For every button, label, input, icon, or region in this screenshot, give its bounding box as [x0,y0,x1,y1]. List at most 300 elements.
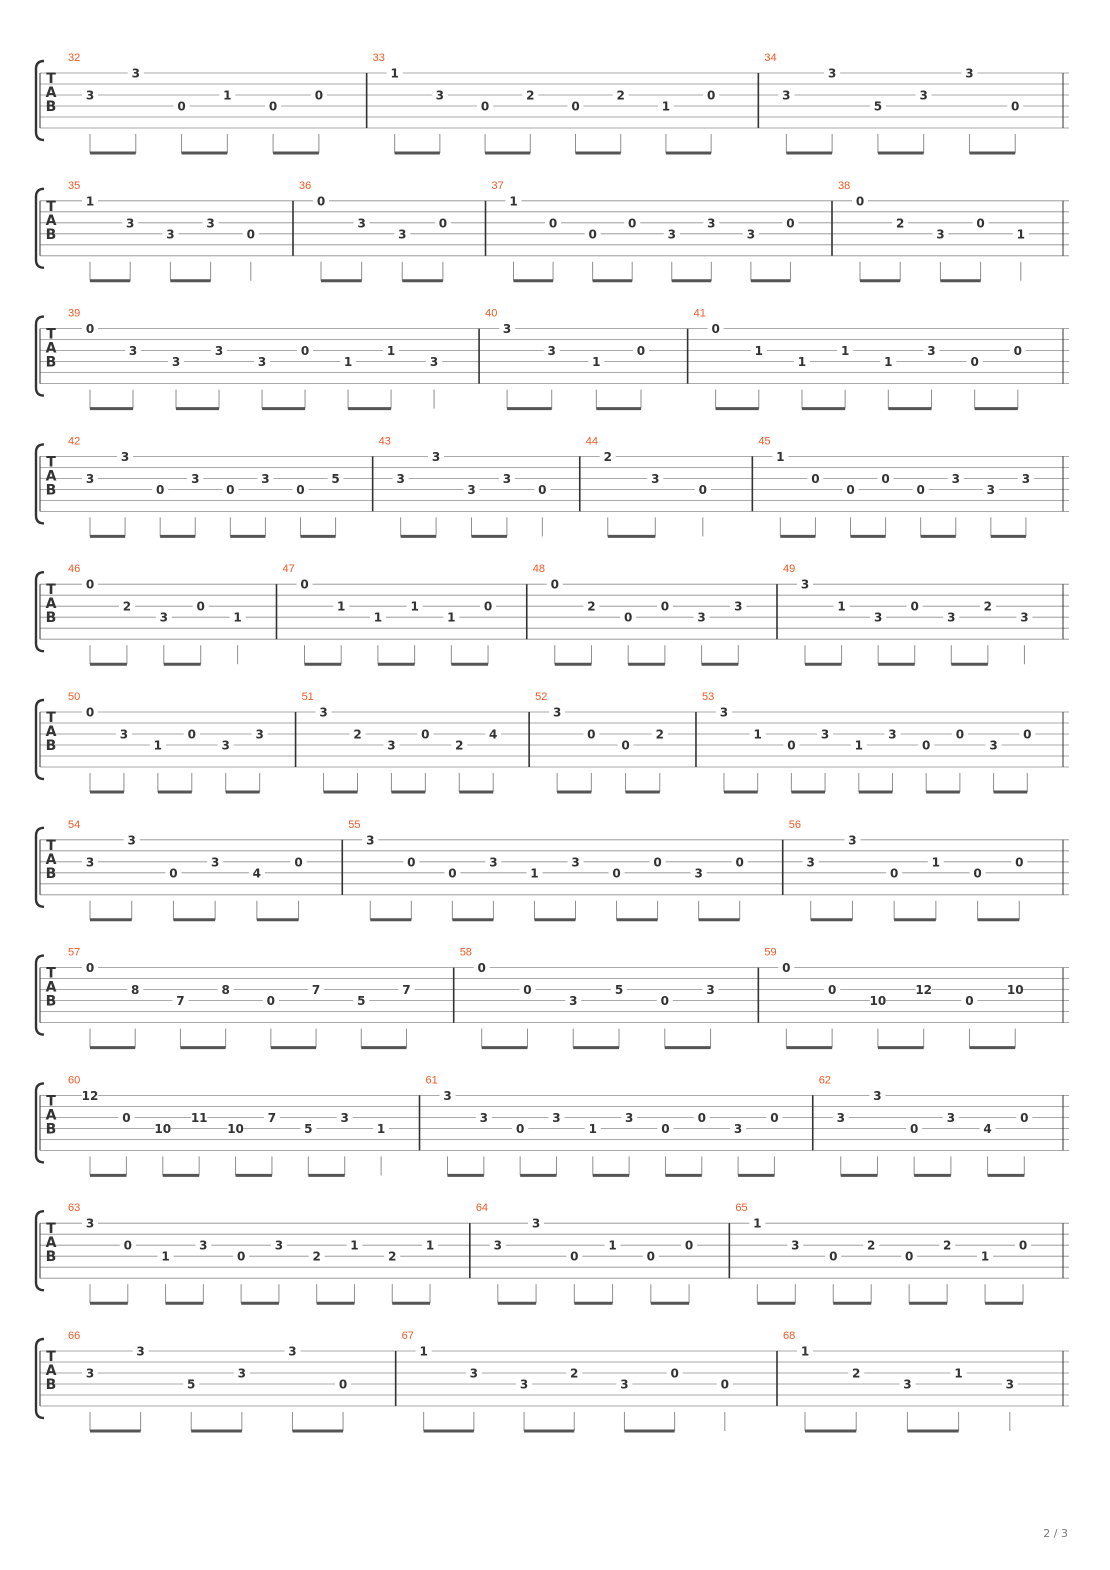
fret-number: 0 [1011,99,1020,114]
fret-number: 5 [614,983,624,998]
fret-number: 3 [237,1366,247,1381]
fret-number: 0 [660,599,670,614]
tab-clef-letter: T [46,837,56,854]
tab-clef-letter: T [46,198,56,215]
fret-number: 0 [438,216,448,231]
fret-number: 8 [131,983,140,998]
fret-number: 3 [387,738,396,753]
fret-number: 0 [916,482,925,497]
tab-clef-letter: T [46,582,56,599]
tab-clef-letter: A [45,340,57,357]
measure-number: 40 [485,307,498,320]
fret-number: 5 [187,1377,196,1392]
tab-system [36,819,1069,920]
fret-number: 0 [922,738,931,753]
fret-number: 0 [523,983,532,998]
fret-number: 1 [954,1366,963,1381]
fret-number: 3 [274,1238,284,1253]
tab-clef-letter: A [45,596,57,613]
fret-number: 3 [85,471,95,486]
fret-number: 3 [366,833,375,848]
fret-number: 3 [126,216,135,231]
fret-number: 1 [1016,227,1025,242]
fret-number: 5 [304,1121,313,1136]
fret-number: 3 [836,1110,845,1125]
fret-number: 0 [973,866,982,881]
tab-system [36,435,1069,536]
measure-number: 38 [838,179,851,192]
fret-number: 1 [425,1238,435,1253]
fret-number: 0 [122,1110,131,1125]
tab-clef-letter: B [45,354,57,371]
fret-number: 1 [608,1238,617,1253]
fret-number: 3 [667,227,676,242]
fret-number: 2 [312,1249,321,1264]
fret-number: 3 [131,66,140,81]
fret-number: 0 [316,194,326,209]
fret-number: 2 [852,1366,861,1381]
fret-number: 0 [628,216,637,231]
fret-number: 0 [661,1121,670,1136]
fret-number: 10 [154,1121,172,1136]
fret-number: 0 [226,482,235,497]
fret-number: 0 [786,216,795,231]
fret-number: 4 [983,1121,992,1136]
fret-number: 3 [261,471,270,486]
fret-number: 1 [343,355,353,370]
fret-number: 3 [127,833,136,848]
fret-number: 3 [199,1238,208,1253]
fret-number: 3 [947,610,956,625]
fret-number: 3 [493,1238,502,1253]
fret-number: 2 [896,216,905,231]
tab-clef-letter: B [45,99,57,115]
measure-number: 63 [68,1202,81,1215]
fret-number: 0 [955,727,965,742]
measure-number: 41 [693,307,706,320]
fret-number: 3 [848,833,857,848]
measure-number: 32 [68,52,81,64]
fret-number: 3 [873,1088,882,1103]
fret-number: 3 [989,738,998,753]
fret-number: 4 [489,727,498,742]
fret-number: 0 [1020,1110,1029,1125]
fret-number: 0 [338,1377,348,1392]
measure-number: 37 [491,179,504,192]
tab-clef-letter: A [45,1235,57,1252]
fret-number: 0 [653,855,662,870]
measure-number: 49 [783,563,796,576]
fret-number: 0 [196,599,205,614]
fret-number: 0 [296,482,305,497]
fret-number: 3 [936,227,945,242]
fret-number: 0 [904,1249,914,1264]
fret-number: 0 [515,1121,525,1136]
tab-system [36,947,1069,1048]
fret-number: 0 [268,99,278,114]
fret-number: 7 [267,1110,277,1125]
fret-number: 3 [820,727,830,742]
fret-number: 0 [623,610,633,625]
fret-number: 0 [123,1238,132,1253]
tab-clef-letter: T [46,71,56,87]
fret-number: 10 [869,994,887,1009]
fret-number: 0 [660,994,669,1009]
tab-clef-letter: B [45,865,57,882]
fret-number: 7 [176,994,185,1009]
fret-number: 1 [161,1249,170,1264]
fret-number: 5 [357,994,366,1009]
fret-number: 1 [753,727,762,742]
fret-number: 1 [419,1344,428,1359]
fret-number: 0 [548,216,558,231]
fret-number: 1 [85,194,95,209]
fret-number: 3 [489,855,498,870]
fret-number: 3 [531,1216,541,1231]
fret-number: 3 [319,705,328,720]
fret-number: 0 [588,227,597,242]
fret-number: 1 [386,344,396,359]
fret-number: 3 [288,1344,297,1359]
fret-number: 3 [569,994,578,1009]
fret-number: 3 [1020,610,1029,625]
fret-number: 2 [983,599,993,614]
fret-number: 0 [85,322,95,337]
fret-number: 0 [976,216,985,231]
tab-clef-letter: B [45,1121,57,1138]
fret-number: 3 [221,738,230,753]
measure-number: 65 [735,1202,748,1215]
fret-number: 0 [1013,344,1023,359]
measure-number: 51 [301,691,314,703]
fret-number: 0 [846,482,855,497]
fret-number: 0 [538,482,547,497]
fret-number: 1 [373,610,383,625]
tab-clef-letter: A [45,212,57,229]
tab-system [36,308,1069,409]
fret-number: 3 [903,1377,912,1392]
fret-number: 3 [85,1216,95,1231]
tab-system [36,563,1069,664]
fret-number: 1 [447,610,456,625]
fret-number: 0 [889,866,899,881]
fret-number: 1 [588,1121,597,1136]
tab-clef-letter: A [45,85,57,101]
fret-number: 0 [314,88,324,103]
measure-number: 45 [758,435,771,448]
fret-number: 0 [697,1110,706,1125]
fret-number: 0 [855,194,865,209]
fret-number: 3 [552,1110,561,1125]
fret-number: 0 [787,738,796,753]
fret-number: 1 [592,355,601,370]
fret-number: 0 [706,88,716,103]
fret-number: 3 [706,983,715,998]
measure-number: 54 [68,818,81,831]
fret-number: 0 [571,99,580,114]
tab-clef-letter: T [46,1093,56,1110]
fret-number: 3 [697,610,706,625]
fret-number: 3 [951,471,960,486]
fret-number: 3 [502,322,512,337]
fret-number: 3 [782,88,791,103]
fret-number: 0 [965,994,974,1009]
fret-number: 0 [1015,855,1024,870]
fret-number: 3 [571,855,580,870]
fret-number: 2 [616,88,625,103]
fret-number: 0 [612,866,621,881]
page-number: 2 / 3 [1043,1527,1068,1540]
fret-number: 11 [190,1110,208,1125]
fret-number: 1 [337,599,346,614]
fret-number: 0 [827,983,837,998]
fret-number: 3 [519,1377,529,1392]
fret-number: 0 [187,727,196,742]
tab-system [36,691,1069,792]
fret-number: 0 [407,855,416,870]
measure-number: 61 [425,1074,438,1087]
measure-number: 53 [701,691,715,703]
measure-number: 34 [764,52,777,64]
measure-number: 58 [459,946,472,959]
tab-clef-letter: B [45,482,57,499]
fret-number: 0 [621,738,630,753]
fret-number: 7 [311,983,321,998]
fret-number: 3 [791,1238,800,1253]
tab-clef-letter: A [45,1363,57,1379]
fret-number: 3 [206,216,215,231]
tab-clef-letter: B [45,1377,57,1393]
fret-number: 3 [1005,1377,1014,1392]
fret-number: 3 [919,88,928,103]
tab-clef-letter: A [45,1107,57,1124]
fret-number: 0 [169,866,178,881]
fret-number: 1 [753,1216,762,1231]
fret-number: 12 [915,983,933,998]
fret-number: 1 [509,194,518,209]
fret-number: 0 [1023,727,1032,742]
fret-number: 3 [128,344,138,359]
fret-number: 12 [81,1088,99,1103]
fret-number: 0 [646,1249,656,1264]
fret-number: 10 [1006,983,1024,998]
fret-number: 2 [942,1238,952,1253]
fret-number: 1 [661,99,671,114]
fret-number: 1 [754,344,763,359]
fret-number: 0 [587,727,596,742]
tab-clef-letter: B [45,610,57,627]
fret-number: 1 [530,866,539,881]
fret-number: 1 [837,599,846,614]
fret-number: 1 [390,66,399,81]
fret-number: 1 [931,855,941,870]
fret-number: 0 [483,599,493,614]
fret-number: 0 [711,322,720,337]
fret-number: 3 [734,599,743,614]
measure-number: 56 [788,818,801,831]
measure-number: 64 [475,1202,489,1215]
fret-number: 1 [376,1121,386,1136]
fret-number: 3 [800,577,810,592]
fret-number: 0 [177,99,186,114]
fret-number: 0 [684,1238,694,1253]
fret-number: 3 [624,1110,634,1125]
fret-number: 1 [840,344,850,359]
fret-number: 3 [257,355,267,370]
tab-clef-letter: A [45,468,57,485]
fret-number: 0 [155,482,165,497]
fret-number: 10 [227,1121,244,1136]
fret-number: 3 [946,1110,956,1125]
fret-number: 7 [402,983,411,998]
fret-number: 3 [255,727,264,742]
measure-number: 67 [401,1330,414,1342]
fret-number: 3 [502,471,512,486]
fret-number: 3 [340,1110,349,1125]
fret-number: 3 [171,355,181,370]
measure-number: 43 [378,435,391,448]
fret-number: 3 [620,1377,629,1392]
fret-number: 0 [85,961,95,976]
fret-number: 0 [448,866,457,881]
tab-clef-letter: A [45,979,57,996]
measure-number: 47 [282,563,295,576]
fret-number: 0 [970,355,979,370]
fret-number: 2 [867,1238,876,1253]
tab-system [36,180,1069,281]
fret-number: 3 [431,449,441,464]
fret-number: 3 [694,866,703,881]
fret-number: 3 [469,1366,479,1381]
fret-number: 3 [136,1344,145,1359]
fret-number: 0 [636,344,646,359]
fret-number: 3 [746,227,756,242]
tab-system [36,1330,1069,1431]
fret-number: 3 [398,227,407,242]
fret-number: 0 [85,577,95,592]
measure-number: 52 [535,691,548,703]
fret-number: 0 [670,1366,679,1381]
fret-number: 1 [884,355,893,370]
fret-number: 3 [888,727,897,742]
fret-number: 1 [153,738,163,753]
tab-clef-letter: T [46,965,56,982]
fret-number: 2 [455,738,464,753]
fret-number: 3 [806,855,815,870]
fret-number: 0 [570,1249,579,1264]
fret-number: 0 [300,577,309,592]
measure-number: 62 [818,1074,831,1087]
fret-number: 0 [294,855,303,870]
fret-number: 0 [480,99,490,114]
fret-number: 0 [782,961,791,976]
fret-number: 2 [122,599,132,614]
fret-number: 1 [800,1344,810,1359]
fret-number: 3 [396,471,405,486]
fret-number: 3 [927,344,936,359]
fret-number: 3 [85,855,95,870]
tab-system [36,52,1069,153]
measure-number: 39 [68,307,81,320]
fret-number: 3 [651,471,660,486]
fret-number: 3 [85,88,95,103]
fret-number: 0 [720,1377,729,1392]
fret-number: 2 [570,1366,579,1381]
measure-number: 57 [68,946,81,959]
measure-number: 42 [68,435,81,448]
tab-clef-letter: A [45,851,57,868]
fret-number: 0 [881,471,890,486]
fret-number: 3 [119,727,129,742]
tab-system [36,1202,1069,1303]
tab-clef-letter: T [46,710,56,726]
fret-number: 2 [526,88,535,103]
fret-number: 0 [698,482,707,497]
tab-clef-letter: B [45,738,57,754]
fret-number: 0 [910,599,919,614]
fret-number: 3 [707,216,716,231]
tab-clef-letter: B [45,226,57,243]
fret-number: 3 [191,471,200,486]
fret-number: 1 [410,599,419,614]
measure-number: 66 [68,1330,81,1342]
fret-number: 3 [552,705,562,720]
fret-number: 0 [266,994,276,1009]
fret-number: 3 [1021,471,1031,486]
fret-number: 0 [550,577,559,592]
fret-number: 2 [655,727,664,742]
measure-number: 68 [783,1330,796,1342]
fret-number: 0 [829,1249,838,1264]
fret-number: 3 [733,1121,743,1136]
fret-number: 0 [811,471,820,486]
fret-number: 3 [443,1088,452,1103]
fret-number: 0 [477,961,486,976]
fret-number: 0 [236,1249,246,1264]
measure-number: 35 [68,179,81,192]
measure-number: 50 [68,691,81,703]
tab-clef-letter: B [45,1249,57,1266]
fret-number: 1 [233,610,242,625]
fret-number: 2 [587,599,596,614]
tab-clef-letter: T [46,454,56,471]
tab-system [36,1074,1069,1175]
fret-number: 1 [797,355,807,370]
fret-number: 3 [85,1366,95,1381]
fret-number: 3 [357,216,366,231]
measure-number: 55 [348,818,361,831]
tab-clef-letter: A [45,724,57,740]
fret-number: 3 [429,355,439,370]
fret-number: 5 [873,99,883,114]
fret-number: 3 [986,482,996,497]
tab-clef-letter: B [45,993,57,1010]
measure-number: 59 [764,946,777,959]
fret-number: 3 [965,66,974,81]
fret-number: 0 [246,227,255,242]
fret-number: 3 [120,449,130,464]
fret-number: 8 [221,983,230,998]
measure-number: 48 [532,563,545,576]
fret-number: 3 [547,344,556,359]
fret-number: 3 [159,610,168,625]
fret-number: 3 [210,855,220,870]
measure-number: 60 [68,1074,81,1087]
fret-number: 0 [300,344,310,359]
fret-number: 4 [252,866,262,881]
fret-number: 1 [223,88,232,103]
fret-number: 3 [166,227,175,242]
